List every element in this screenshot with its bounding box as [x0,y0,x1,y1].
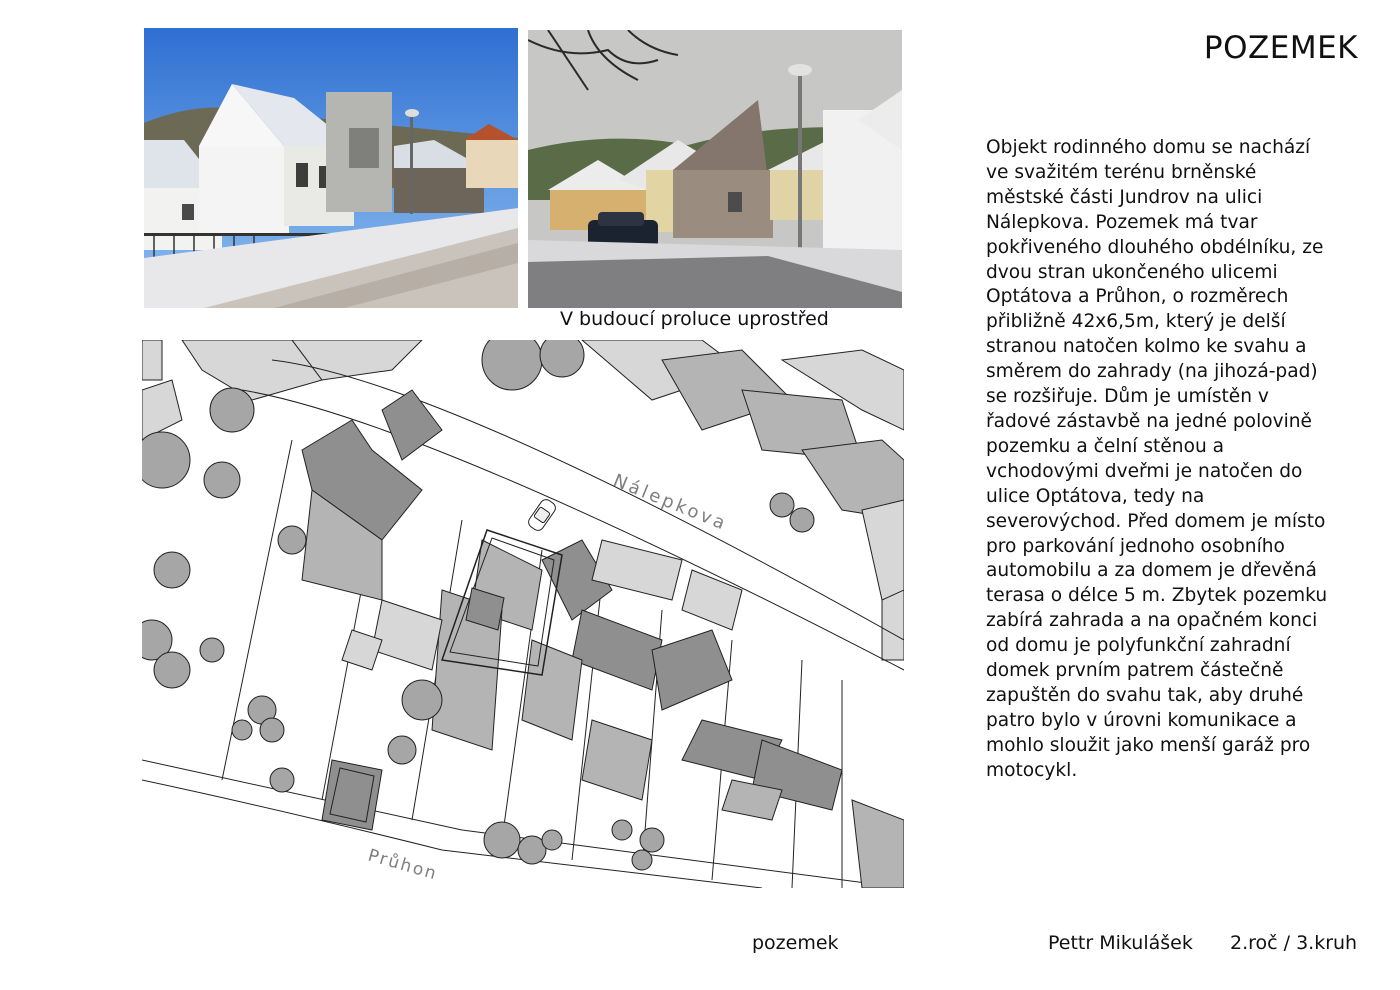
footer-label: pozemek [752,932,839,954]
street-photo-right [528,30,902,308]
street-label-nalepkova: Nálepkova [610,470,731,536]
footer-author: Pettr Mikulášek [1048,932,1193,954]
site-description: Objekt rodinného domu se nachází ve svažitém terénu brněnské městské části Jundrov na ulici Nálepkova. Pozemek má tvar pokřiveného dlouhého obdélníku, ze dvou stran ukončeného ulicemi Optátova a Průhon, o rozměrech přibližně 42x6,5m, který je delší stranou natočen kolmo ke svahu a směrem do zahrady (na jihozá-pad) se rozšiřuje. Dům je umístěn v řadové zástavbě na jedné polovině pozemku a čelní stěnou a vchodovými dveřmi je natočen do ulice Optátova, tedy na severovýchod. Před domem je místo pro parkování jednoho osobního automobilu a za domem je dřevěná terasa o délce 5 m. Zbytek pozemku zabírá zahrada a na opačném konci od domu je polyfunkční zahradní domek prvním patrem částečně zapuštěn do svahu tak, aby druhé patro bylo v úrovni komunikace a mohlo sloužit jako menší garáž pro motocykl. [986,137,1328,781]
street-photo-left [144,28,518,308]
site-map [142,340,904,888]
page-title: POZEMEK [1203,30,1358,66]
footer-year: 2.roč / 3.kruh [1230,932,1358,954]
photo-caption: V budoucí proluce uprostřed [560,308,829,330]
street-label-pruhon: Průhon [365,845,441,885]
